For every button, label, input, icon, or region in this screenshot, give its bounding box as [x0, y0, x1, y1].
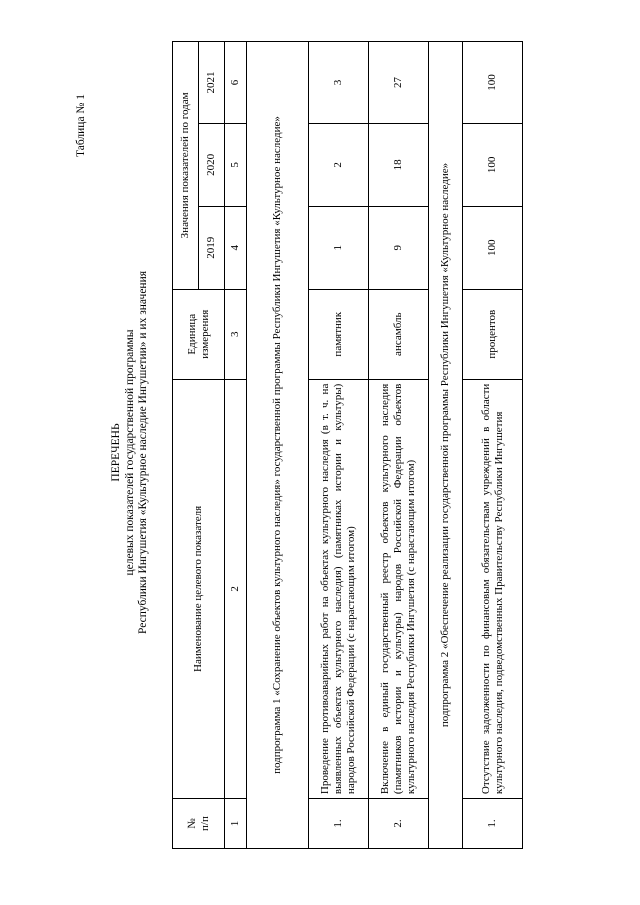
row-name: Проведение противоаварийных работ на объектах культурного наследия (в т. ч. на выявленных объектах культурного наследия) (памятниках истории и культуры) народов Российской Федерации (с нарастающим итогом) [309, 379, 369, 798]
header-unit: Единица измерения [173, 289, 225, 379]
header-year-2021: 2021 [199, 42, 225, 124]
title-line-3: Республики Ингушетия «Культурное наследие Ингушетии» и их значения [137, 270, 149, 635]
row-value-2019: 100 [463, 206, 523, 289]
colnum-4: 4 [225, 206, 247, 289]
colnum-1: 1 [225, 799, 247, 849]
colnum-6: 6 [225, 42, 247, 124]
row-value-2020: 18 [369, 123, 429, 206]
title-line-2: целевых показателей государственной программы [123, 329, 136, 576]
indicators-table [172, 41, 523, 849]
subprogram-1-title: подпрограмма 1 «Сохранение объектов культурного наследия» государственной программы Республики Ингушетия «Культурное наследие» [247, 42, 309, 849]
row-num: 1. [309, 799, 369, 849]
table-row [369, 42, 429, 849]
document-title [110, 70, 151, 835]
colnum-5: 5 [225, 123, 247, 206]
row-name: Включение в единый государственный реестр объектов культурного наследия (памятников истории и культуры) народов Российской Федерации объектов культурного наследия Республики Ингушетия (с нарастающим итогом) [369, 379, 429, 798]
row-num: 1. [463, 799, 523, 849]
row-value-2021: 27 [369, 42, 429, 124]
header-year-2019: 2019 [199, 206, 225, 289]
header-values-group: Значения показателей по годам [173, 42, 199, 290]
subprogram-2-title: подпрограмма 2 «Обеспечение реализации государственной программы Республики Ингушетия «Культурное наследие» [429, 42, 463, 849]
colnum-2: 2 [225, 379, 247, 798]
table-number: Таблица № 1 [75, 93, 87, 157]
row-name: Отсутствие задолженности по финансовым обязательствам учреждений в области культурного наследия, подведомственных Правительству Республики Ингушетия [463, 379, 523, 798]
row-value-2020: 100 [463, 123, 523, 206]
row-value-2019: 9 [369, 206, 429, 289]
row-value-2021: 3 [309, 42, 369, 124]
header-row [173, 42, 199, 849]
header-year-2020: 2020 [199, 123, 225, 206]
colnum-3: 3 [225, 289, 247, 379]
row-unit: памятник [309, 289, 369, 379]
table-row [309, 42, 369, 849]
title-line-1: ПЕРЕЧЕНЬ [110, 423, 122, 482]
row-value-2021: 100 [463, 42, 523, 124]
table-row [463, 42, 523, 849]
header-num: № п/п [173, 799, 225, 849]
row-unit: процентов [463, 289, 523, 379]
row-value-2019: 1 [309, 206, 369, 289]
subprogram-2-row [429, 42, 463, 849]
column-numbers-row [225, 42, 247, 849]
header-name: Наименование целевого показателя [173, 379, 225, 798]
row-num: 2. [369, 799, 429, 849]
row-unit: ансамбль [369, 289, 429, 379]
subprogram-1-row [247, 42, 309, 849]
row-value-2020: 2 [309, 123, 369, 206]
